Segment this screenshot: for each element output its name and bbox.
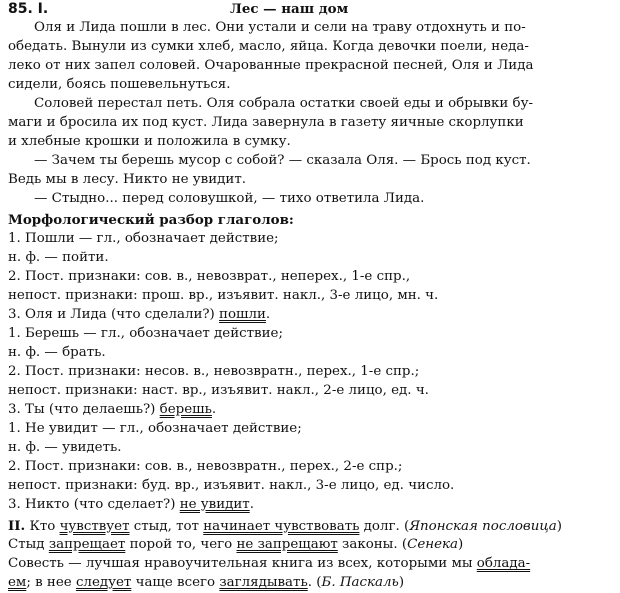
analysis-line: 1. Пошли — гл., обозначает действие;: [8, 231, 279, 246]
predicate-word: не запрещают: [236, 537, 338, 552]
story-line: Соловей перестал петь. Оля собрала остатки своей еды и обрывки бу-: [34, 96, 533, 111]
predicate-word: заглядывать: [219, 575, 308, 590]
analysis-line: н. ф. — увидеть.: [8, 440, 122, 455]
predicate-word: ем: [8, 575, 27, 590]
analysis-line: непост. признаки: буд. вр., изъявит. накл., 3-е лицо, ед. число.: [8, 478, 455, 493]
analysis-line: непост. признаки: наст. вр., изъявит. накл., 2-е лицо, ед. ч.: [8, 383, 429, 398]
story-title: Лес — наш дом: [230, 1, 349, 17]
quote-line: [8, 574, 614, 593]
story-line: маги и бросила их под куст. Лида завернула в газету яичные скорлупки: [8, 115, 524, 130]
analysis-line: 2. Пост. признаки: сов. в., невозврат., неперех., 1-е спр.,: [8, 269, 411, 284]
exercise-number: 85. I.: [8, 1, 49, 17]
story-line: леко от них запел соловей. Очарованные прекрасной песней, Оля и Лида: [8, 58, 534, 73]
quote-line: [8, 555, 614, 574]
quote-line: [8, 517, 614, 536]
quote-text: ): [457, 537, 464, 552]
syntax-question: 3. Оля и Лида (что сделали?): [8, 307, 220, 322]
analysis-heading: Морфологический разбор глаголов:: [8, 212, 294, 228]
dialogue-line: — Зачем ты берешь мусор с собой? — сказала Оля. — Брось под куст.: [34, 153, 531, 168]
quote-text: ; в нее: [26, 575, 76, 590]
story-line: обедать. Вынули из сумки хлеб, масло, яйца. Когда девочки поели, неда-: [8, 39, 529, 54]
quote-text: ): [556, 519, 562, 534]
quote-source: Японская пословица: [409, 519, 557, 534]
predicate-word: пошли: [219, 307, 266, 322]
analysis-line: 2. Пост. признаки: сов. в., невозвратн., перех., 2-е спр.;: [8, 459, 403, 474]
dialogue-line: Ведь мы в лесу. Никто не увидит.: [8, 172, 246, 187]
analysis-line: 1. Берешь — гл., обозначает действие;: [8, 326, 283, 341]
story-line: сидели, боясь пошевельнуться.: [8, 77, 231, 92]
exercise-header: [8, 0, 614, 19]
analysis-line: 1. Не увидит — гл., обозначает действие;: [8, 421, 302, 436]
predicate-word: берешь: [159, 402, 212, 417]
punctuation: .: [249, 497, 254, 512]
quote-text: Кто: [25, 519, 60, 534]
analysis-line: н. ф. — брать.: [8, 345, 106, 360]
quote-text: ): [398, 575, 405, 590]
quote-source: Б. Паскаль: [321, 575, 399, 590]
analysis-line: непост. признаки: прош. вр., изъявит. накл., 3-е лицо, мн. ч.: [8, 288, 439, 303]
analysis-line: [8, 306, 614, 325]
analysis-line: [8, 496, 614, 515]
quote-text: стыд, тот: [129, 519, 204, 534]
syntax-question: 3. Никто (что сделает?): [8, 497, 180, 512]
quote-text: Совесть — лучшая нравоучительная книга из всех, которыми мы: [8, 556, 477, 571]
quote-line: [8, 536, 614, 555]
punctuation: .: [265, 307, 271, 322]
predicate-word: чувствует: [59, 519, 130, 534]
story-line: и хлебные крошки и положила в сумку.: [8, 134, 291, 149]
quote-text: законы. (: [337, 537, 408, 552]
quote-text: . (: [307, 575, 322, 590]
quote-text: Стыд: [8, 537, 49, 552]
analysis-line: [8, 401, 614, 420]
quote-text: порой то, чего: [125, 537, 237, 552]
predicate-word: облада-: [476, 556, 531, 571]
analysis-line: н. ф. — пойти.: [8, 250, 109, 265]
story-line: Оля и Лида пошли в лес. Они устали и сели на траву отдохнуть и по-: [34, 20, 526, 35]
analysis-line: 2. Пост. признаки: несов. в., невозвратн., перех., 1-е спр.;: [8, 364, 420, 379]
dialogue-line: — Стыдно... перед соловушкой, — тихо ответила Лида.: [34, 191, 425, 206]
part-number: II.: [8, 518, 26, 534]
predicate-word: следует: [75, 575, 132, 590]
predicate-word: запрещает: [48, 537, 126, 552]
quote-text: долг. (: [359, 519, 410, 534]
quote-text: чаще всего: [131, 575, 220, 590]
quote-source: Сенека: [407, 537, 458, 552]
predicate-word: начинает чувствовать: [203, 519, 360, 534]
predicate-word: не увидит: [179, 497, 250, 512]
syntax-question: 3. Ты (что делаешь?): [8, 402, 160, 417]
punctuation: .: [211, 402, 217, 417]
